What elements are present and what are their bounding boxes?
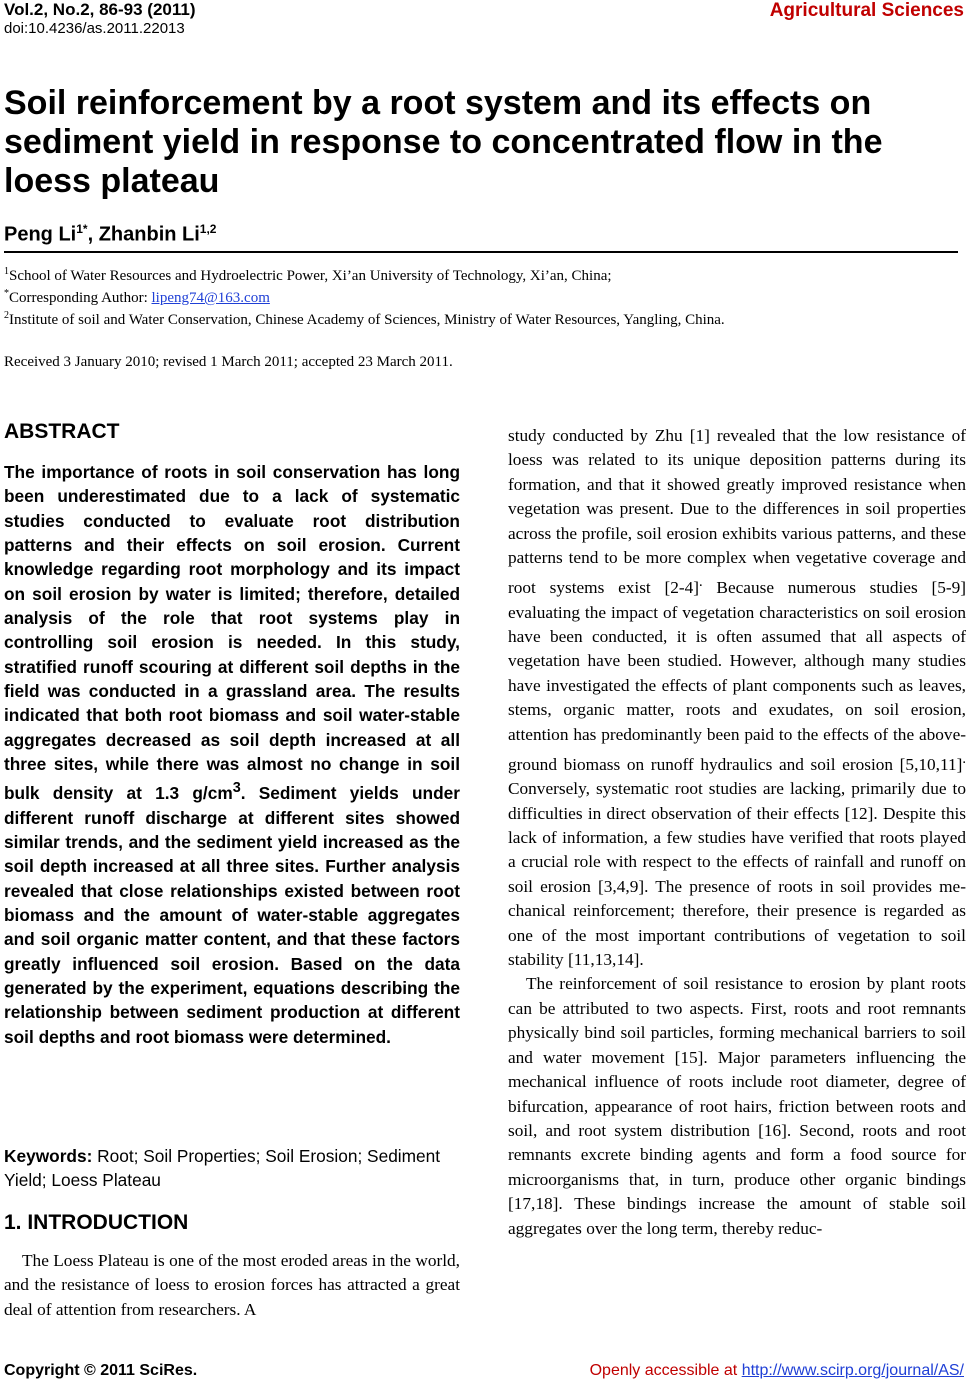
title-divider	[4, 251, 958, 253]
affiliation-2	[4, 310, 725, 329]
journal-name: Agricultural Sciences	[769, 0, 964, 21]
doi: doi:10.4236/as.2011.22013	[4, 20, 185, 37]
received-dates: Received 3 January 2010; revised 1 March 2011; accepted 23 March 2011.	[4, 354, 453, 370]
abstract-text: The importance of roots in soil conservation has long been underestimated due to a lack of systematic studies conducted to evaluate root distribution patterns and their effects on soil erosion. Current knowledge regarding root morphology and its impact on soil erosion by water is limited; therefore, detailed analysis of the role that root systems play in controlling soil erosion is needed. In this study, stratified runoff scouring at different soil depths in the field was conducted in a grassland area. The results indicated that both root biomass and soil water-stable aggregates decreased as soil depth increased at all three sites, while there was almost no change in soil bulk density at 1.3 g/cm	[4, 462, 460, 804]
author-superscript: 1*	[76, 222, 88, 236]
body-text: study conducted by Zhu [1] revealed that the low resistance of loess was related to its unique deposition patterns during its formation, and that it showed greatly improved resistance when vegetation was present. Due to the differences in soil properties across the profile, soil erosion exhibits various patterns, and these patterns tend to be more complex when vegetative coverage and root systems exist [2-4]	[508, 426, 966, 598]
affiliation-text: Institute of soil and Water Conservation, Chinese Academy of Sciences, Ministry of Water Resources, Yangling, China.	[9, 312, 725, 328]
affiliation-superscript: 1	[4, 266, 9, 277]
paper-title: Soil reinforcement by a root system and its effects on sediment yield in response to concentrated flow in the loess plateau	[4, 84, 883, 200]
corresponding-superscript: *	[4, 288, 9, 299]
body-paragraph	[508, 424, 966, 972]
keywords-label: Keywords:	[4, 1146, 93, 1166]
section-heading: 1. INTRODUCTION	[4, 1211, 189, 1234]
abstract-body	[4, 460, 460, 1049]
keywords-text: Root; Soil Properties; Soil Erosion; Sediment Yield; Loess Plateau	[4, 1146, 441, 1190]
corresponding-label: Corresponding Author:	[9, 290, 152, 306]
affiliation-text: School of Water Resources and Hydroelectric Power, Xi’an University of Technology, Xi’an, China;	[9, 268, 612, 284]
footer-access	[590, 1362, 964, 1380]
intro-text: The Loess Plateau is one of the most eroded areas in the world, and the resistance of loess to erosion forces has attracted a great deal of attention from researchers. A	[4, 1251, 460, 1319]
body-superscript: .	[699, 574, 703, 591]
author-name: Zhanbin Li	[98, 223, 200, 246]
author-separator: ,	[87, 223, 99, 246]
affiliation-1	[4, 266, 612, 285]
body-text: Conversely, systematic root studies are lacking, primarily due to difficulties in direct observation of their effects [12]. Despite this lack of information, a few studies have verified that roots played a crucial role with respect to the effects of rainfall and runoff on soil erosion [3,4,9]. The presence of roots in soil provides mechanical reinforcement; therefore, their presence is regarded as one of the most important contributions of vegetation to soil stability [11,13,14].	[508, 779, 966, 970]
right-column	[508, 424, 966, 1241]
footer-access-label: Openly accessible at	[589, 1362, 742, 1379]
body-text: Because numerous studies [5-9] evaluating the impact of vegetation characteristics on soil erosion have been conducted, it is often assumed that all aspects of vegetation have been studied. However, although many studies have investigated the effects of plant components such as leaves, stems, organic matter, roots and exudates, on soil erosion, attention has predominantly been paid to the effects of the above-ground biomass on runoff hydraulics and soil erosion [5,10,11]	[508, 578, 966, 774]
author-name: Peng Li	[4, 223, 77, 246]
author-list	[4, 222, 216, 247]
body-superscript: .	[962, 751, 966, 768]
affiliation-superscript: 2	[4, 310, 9, 321]
abstract-heading: ABSTRACT	[4, 420, 120, 443]
volume-info: Vol.2, No.2, 86-93 (2011)	[4, 0, 196, 19]
footer-copyright: Copyright © 2011 SciRes.	[4, 1362, 198, 1379]
corresponding-author	[4, 288, 270, 307]
email-link[interactable]: lipeng74@163.com	[151, 290, 270, 306]
keywords	[4, 1144, 460, 1192]
journal-url-link[interactable]: http://www.scirp.org/journal/AS/	[741, 1362, 964, 1379]
author-superscript: 1,2	[199, 222, 217, 236]
abstract-text: . Sediment yields under different runoff discharge at different sites showed similar trends, and the sediment yield increased as the soil depth increased at all three sites. Further analysis revealed that close relationships existed between root biomass and the amount of water-stable aggregates and soil organic matter content, and that these factors greatly influenced soil erosion. Based on the data generated by the experiment, equations describing the relationship between sediment production at different soil depths and root biomass were determined.	[4, 783, 460, 1047]
intro-paragraph	[4, 1249, 460, 1322]
abstract-superscript: 3	[232, 780, 241, 797]
body-paragraph: The reinforcement of soil resistance to erosion by plant roots can be attributed to two aspects. First, roots and root remnants physically bind soil particles, forming mechanical barriers to soil and water movement [15]. Major parameters influencing the mechanical influence of roots include root diameter, degree of bifurcation, appearance of root hairs, friction between roots and soil, and root system distribution [16]. Second, roots and root remnants excrete binding agents and form a food source for microorganisms that, in turn, produce other organic bindings [17,18]. These bindings increase the amount of stable soil aggregates over the long term, thereby reduc-	[508, 974, 966, 1238]
